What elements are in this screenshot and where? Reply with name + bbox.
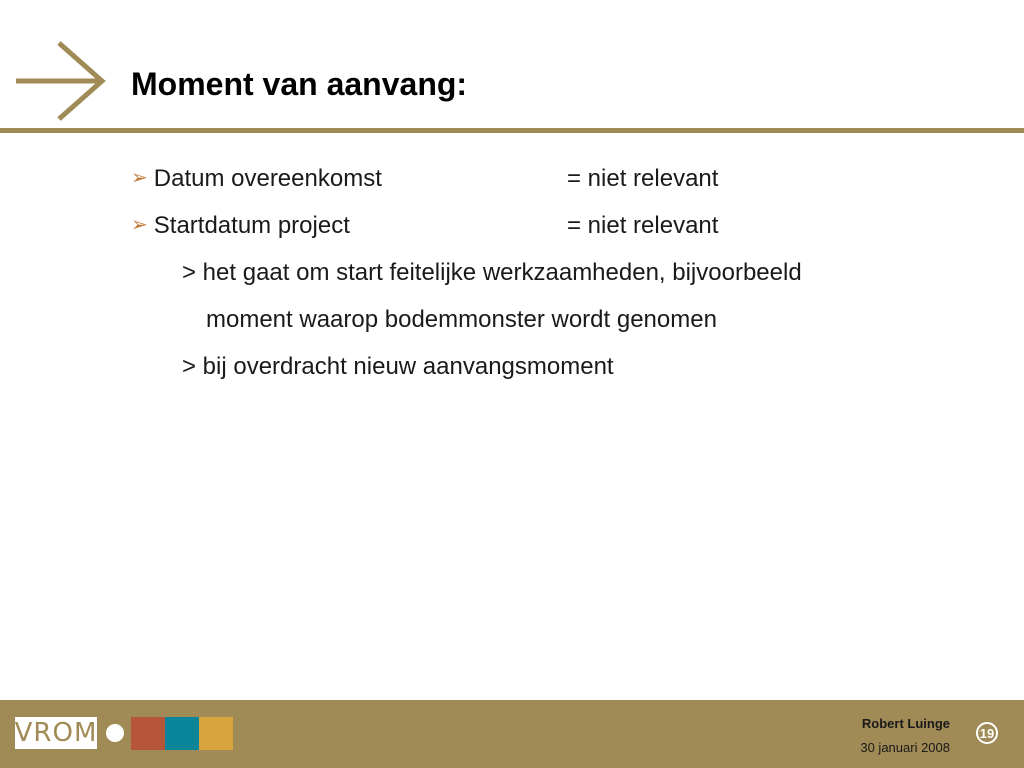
logo-dot <box>106 724 124 742</box>
presenter-name: Robert Luinge <box>861 716 950 731</box>
sub-line: > het gaat om start feitelijke werkzaamheden, bijvoorbeeld <box>182 259 802 286</box>
color-square-gold <box>199 717 233 750</box>
arrow-bullet-icon: ➢ <box>131 214 148 236</box>
bullet-item <box>131 211 719 242</box>
arrow-bullet-icon: ➢ <box>131 167 148 189</box>
footer-bar <box>0 700 1024 768</box>
vrom-logo: VROM <box>14 718 98 748</box>
color-square-teal <box>165 717 199 750</box>
slide-title: Moment van aanvang: <box>131 66 468 102</box>
bullet-label: Datum overeenkomst <box>153 165 382 192</box>
bullet-value: = niet relevant <box>567 212 719 239</box>
page-number: 19 <box>976 722 998 744</box>
presentation-date: 30 januari 2008 <box>860 740 950 755</box>
bullet-label: Startdatum project <box>153 212 350 239</box>
bullet-item <box>131 164 719 195</box>
bullet-value: = niet relevant <box>567 165 719 192</box>
sub-line: moment waarop bodemmonster wordt genomen <box>206 306 717 333</box>
color-square-red <box>131 717 165 750</box>
sub-line: > bij overdracht nieuw aanvangsmoment <box>182 353 614 380</box>
